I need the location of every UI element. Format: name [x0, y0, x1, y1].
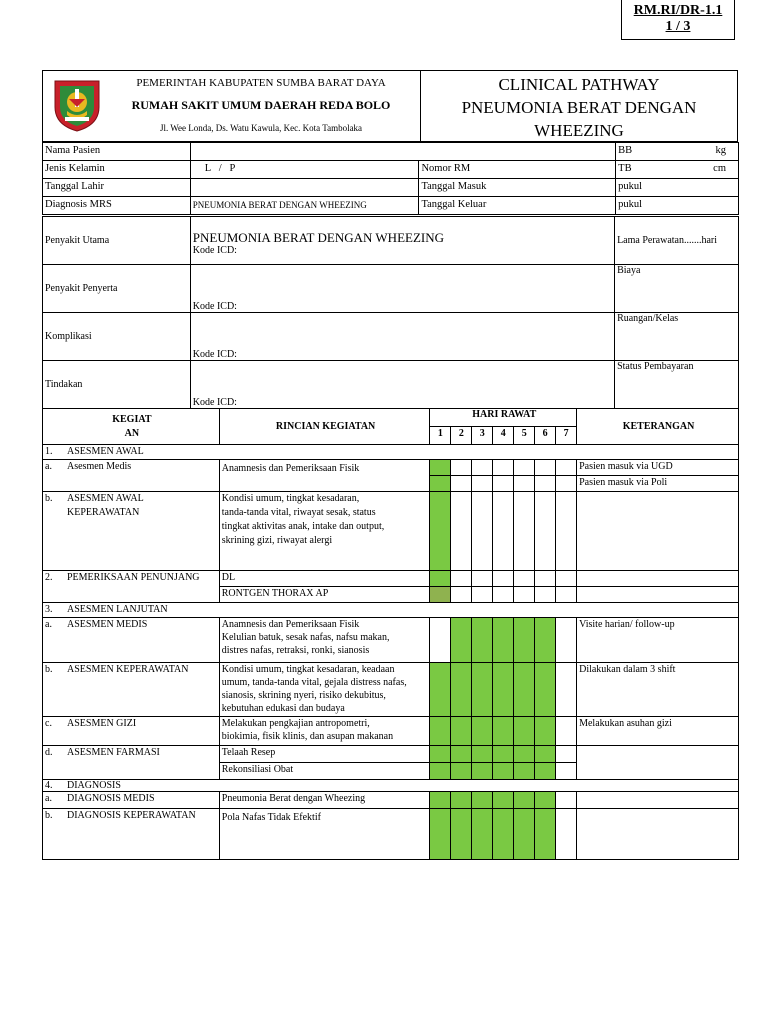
ket-ugd: Pasien masuk via UGD: [577, 460, 739, 476]
cell-day2[interactable]: [451, 492, 472, 571]
cell-day6[interactable]: [535, 571, 556, 587]
ruangan-kelas: Ruangan/Kelas: [615, 313, 739, 361]
field-bb[interactable]: BB kg: [616, 143, 739, 161]
cell-day6[interactable]: [535, 717, 556, 746]
cell-day2[interactable]: [451, 460, 472, 476]
cell-day5[interactable]: [514, 460, 535, 476]
field-penyakit-utama[interactable]: [190, 217, 614, 265]
page-number: 1 / 3: [665, 19, 691, 34]
cell-day6[interactable]: [535, 763, 556, 780]
cell-day5[interactable]: [514, 792, 535, 809]
row-pemeriksaan-penunjang: 2. PEMERIKSAAN PENUNJANG: [43, 571, 220, 603]
cell-day1[interactable]: [430, 746, 451, 763]
label-nama-pasien: Nama Pasien: [43, 143, 191, 161]
cell-day5[interactable]: [514, 763, 535, 780]
cell-day1[interactable]: [430, 476, 451, 492]
cell-day6[interactable]: [535, 792, 556, 809]
cell-day2[interactable]: [451, 618, 472, 663]
cell-day4[interactable]: [493, 792, 514, 809]
cell-day7[interactable]: [556, 476, 577, 492]
label-komplikasi: Komplikasi: [43, 313, 191, 361]
cell-day5[interactable]: [514, 809, 535, 860]
col-hari-rawat: HARI RAWAT: [430, 409, 577, 427]
cell-day3[interactable]: [472, 460, 493, 476]
ket-empty: [577, 746, 739, 780]
government-name: PEMERINTAH KABUPATEN SUMBA BARAT DAYA: [136, 77, 386, 89]
cell-day2[interactable]: [451, 717, 472, 746]
ket-3-shift: Dilakukan dalam 3 shift: [577, 663, 739, 717]
row-asesmen-medis: a. Asesmen Medis: [43, 460, 220, 492]
cell-day1[interactable]: [430, 492, 451, 571]
cell-day5[interactable]: [514, 476, 535, 492]
section-asesmen-lanjutan: 3. ASESMEN LANJUTAN: [43, 603, 739, 618]
cell-day4[interactable]: [493, 717, 514, 746]
detail-asesmen-medis-lanjutan: Anamnesis dan Pemeriksaan Fisik Kelulian batuk, sesak nafas, nafsu makan, distres nafas, retraksi, ronki, sianosis: [219, 618, 430, 663]
cell-day2[interactable]: [451, 809, 472, 860]
ket-asuhan-gizi: Melakukan asuhan gizi: [577, 717, 739, 746]
ket-empty: [577, 587, 739, 603]
cell-day1[interactable]: [430, 618, 451, 663]
row-asesmen-awal-keperawatan: b. ASESMEN AWAL KEPERAWATAN: [43, 492, 220, 571]
cell-day4[interactable]: [493, 492, 514, 571]
day-2: 2: [451, 427, 472, 445]
cell-day2[interactable]: [451, 746, 472, 763]
cell-day7[interactable]: [556, 792, 577, 809]
value-diagnosis-mrs: PNEUMONIA BERAT DENGAN WHEEZING: [190, 197, 419, 215]
day-5: 5: [514, 427, 535, 445]
cell-day7[interactable]: [556, 809, 577, 860]
cell-day5[interactable]: [514, 746, 535, 763]
col-kegiatan: KEGIAT AN: [43, 409, 220, 445]
detail-asesmen-gizi: Melakukan pengkajian antropometri, biokimia, fisik klinis, dan asupan makanan: [219, 717, 430, 746]
status-pembayaran: Status Pembayaran: [615, 361, 739, 409]
kode-icd-label: Kode ICD:: [192, 349, 237, 360]
cell-day3[interactable]: [472, 717, 493, 746]
cell-day4[interactable]: [493, 460, 514, 476]
field-tanggal-lahir[interactable]: [190, 179, 419, 197]
cell-day4[interactable]: [493, 476, 514, 492]
label-jenis-kelamin: Jenis Kelamin: [43, 161, 191, 179]
detail-asesmen-keperawatan: Kondisi umum, tingkat kesadaran, keadaan umum, tanda-tanda vital, gejala distress nafas, sianosis, skrining nyeri, risiko dekubitus, kebutuhan edukasi dan budaya: [219, 663, 430, 717]
day-1: 1: [430, 427, 451, 445]
cell-day1[interactable]: [430, 763, 451, 780]
cell-day2[interactable]: [451, 792, 472, 809]
ket-empty: [577, 792, 739, 809]
cell-day4[interactable]: [493, 809, 514, 860]
form-code: RM.RI/DR-1.1: [633, 3, 723, 18]
title-line-1: CLINICAL PATHWAY: [498, 75, 660, 94]
cell-day1[interactable]: [430, 587, 451, 603]
cell-day2[interactable]: [451, 476, 472, 492]
cell-day3[interactable]: [472, 792, 493, 809]
field-pukul-masuk[interactable]: pukul: [616, 179, 739, 197]
label-tanggal-keluar: Tanggal Keluar: [419, 197, 616, 215]
cell-day1[interactable]: [430, 717, 451, 746]
cell-day4[interactable]: [493, 618, 514, 663]
cell-day5[interactable]: [514, 618, 535, 663]
detail-diagnosis-medis: Pneumonia Berat dengan Wheezing: [219, 792, 430, 809]
detail-rekonsiliasi-obat: Rekonsiliasi Obat: [219, 763, 430, 780]
cell-day3[interactable]: [472, 571, 493, 587]
cell-day7[interactable]: [556, 618, 577, 663]
detail-rontgen: RONTGEN THORAX AP: [219, 587, 430, 603]
cell-day6[interactable]: [535, 809, 556, 860]
detail-diagnosis-keperawatan: Pola Nafas Tidak Efektif: [219, 809, 430, 860]
cell-day7[interactable]: [556, 663, 577, 717]
cell-day4[interactable]: [493, 763, 514, 780]
cell-day6[interactable]: [535, 746, 556, 763]
cell-day3[interactable]: [472, 476, 493, 492]
label-diagnosis-mrs: Diagnosis MRS: [43, 197, 191, 215]
row-diagnosis-keperawatan: b. DIAGNOSIS KEPERAWATAN: [43, 809, 220, 860]
day-6: 6: [535, 427, 556, 445]
detail-asesmen-medis: Anamnesis dan Pemeriksaan Fisik: [219, 460, 430, 492]
title-line-3: WHEEZING: [534, 121, 624, 140]
day-4: 4: [493, 427, 514, 445]
field-nama-pasien[interactable]: [190, 143, 615, 161]
hospital-name: RUMAH SAKIT UMUM DAERAH REDA BOLO: [131, 98, 391, 112]
form-code-box: [621, 0, 735, 40]
field-komplikasi[interactable]: [190, 313, 614, 361]
lama-perawatan: Lama Perawatan.......hari: [615, 217, 739, 265]
cell-day7[interactable]: [556, 587, 577, 603]
cell-day1[interactable]: [430, 571, 451, 587]
hospital-block: [43, 71, 421, 141]
cell-day7[interactable]: [556, 571, 577, 587]
detail-dl: DL: [219, 571, 430, 587]
cell-day2[interactable]: [451, 663, 472, 717]
field-tb[interactable]: TB cm: [616, 161, 739, 179]
section-asesmen-awal: 1. ASESMEN AWAL: [43, 445, 739, 460]
cell-day1[interactable]: [430, 809, 451, 860]
col-keterangan: KETERANGAN: [577, 409, 739, 445]
cell-day7[interactable]: [556, 460, 577, 476]
hospital-address: Jl. Wee Londa, Ds. Watu Kawula, Kec. Kota Tambolaka: [159, 123, 363, 133]
label-penyakit-penyerta: Penyakit Penyerta: [43, 265, 191, 313]
label-tanggal-lahir: Tanggal Lahir: [43, 179, 191, 197]
cell-day4[interactable]: [493, 663, 514, 717]
document-header: [42, 70, 738, 142]
cell-day5[interactable]: [514, 492, 535, 571]
day-3: 3: [472, 427, 493, 445]
kode-icd-label: Kode ICD:: [192, 397, 237, 408]
penyakit-utama-value: PNEUMONIA BERAT DENGAN WHEEZING: [192, 230, 444, 245]
cell-day3[interactable]: [472, 492, 493, 571]
activities-table: [42, 408, 739, 860]
cell-day3[interactable]: [472, 809, 493, 860]
detail-asesmen-awal-keperawatan: Kondisi umum, tingkat kesadaran, tanda-tanda vital, riwayat sesak, status tingkat aktivitas anak, intake dan output, skrining gizi, riwayat alergi: [219, 492, 430, 571]
section-diagnosis: 4. DIAGNOSIS: [43, 780, 739, 792]
ket-empty: [577, 571, 739, 587]
cell-day7[interactable]: [556, 492, 577, 571]
field-penyakit-penyerta[interactable]: [190, 265, 614, 313]
cell-day5[interactable]: [514, 587, 535, 603]
field-jenis-kelamin[interactable]: L / P: [190, 161, 419, 179]
label-penyakit-utama: Penyakit Utama: [43, 217, 191, 265]
cell-day3[interactable]: [472, 618, 493, 663]
cell-day4[interactable]: [493, 746, 514, 763]
cell-day1[interactable]: [430, 460, 451, 476]
biaya: Biaya: [615, 265, 739, 313]
ket-poli: Pasien masuk via Poli: [577, 476, 739, 492]
diagnosis-table: [42, 216, 739, 409]
label-tanggal-masuk: Tanggal Masuk: [419, 179, 616, 197]
cell-day5[interactable]: [514, 717, 535, 746]
row-asesmen-keperawatan: b. ASESMEN KEPERAWATAN: [43, 663, 220, 717]
cell-day6[interactable]: [535, 460, 556, 476]
cell-day6[interactable]: [535, 587, 556, 603]
cell-day2[interactable]: [451, 763, 472, 780]
field-tindakan[interactable]: [190, 361, 614, 409]
cell-day2[interactable]: [451, 571, 472, 587]
ket-empty: [577, 492, 739, 571]
ket-empty: [577, 809, 739, 860]
document-title: [421, 73, 737, 142]
cell-day1[interactable]: [430, 792, 451, 809]
cell-day7[interactable]: [556, 717, 577, 746]
row-diagnosis-medis: a. DIAGNOSIS MEDIS: [43, 792, 220, 809]
regency-logo-icon: [51, 77, 103, 133]
label-tindakan: Tindakan: [43, 361, 191, 409]
field-pukul-keluar[interactable]: pukul: [616, 197, 739, 215]
cell-day3[interactable]: [472, 587, 493, 603]
cell-day7[interactable]: [556, 763, 577, 780]
cell-day5[interactable]: [514, 571, 535, 587]
col-rincian: RINCIAN KEGIATAN: [219, 409, 430, 445]
patient-info-table: [42, 142, 739, 215]
cell-day4[interactable]: [493, 587, 514, 603]
title-line-2: PNEUMONIA BERAT DENGAN: [461, 98, 697, 117]
cell-day6[interactable]: [535, 492, 556, 571]
label-nomor-rm: Nomor RM: [419, 161, 616, 179]
row-asesmen-medis-lanjutan: a. ASESMEN MEDIS: [43, 618, 220, 663]
ket-visite: Visite harian/ follow-up: [577, 618, 739, 663]
kode-icd-label: Kode ICD:: [192, 245, 237, 256]
cell-day6[interactable]: [535, 476, 556, 492]
day-7: 7: [556, 427, 577, 445]
cell-day3[interactable]: [472, 663, 493, 717]
cell-day3[interactable]: [472, 746, 493, 763]
cell-day1[interactable]: [430, 663, 451, 717]
cell-day7[interactable]: [556, 746, 577, 763]
cell-day2[interactable]: [451, 587, 472, 603]
cell-day5[interactable]: [514, 663, 535, 717]
kode-icd-label: Kode ICD:: [192, 301, 237, 312]
detail-telaah-resep: Telaah Resep: [219, 746, 430, 763]
cell-day6[interactable]: [535, 618, 556, 663]
cell-day6[interactable]: [535, 663, 556, 717]
cell-day3[interactable]: [472, 763, 493, 780]
cell-day4[interactable]: [493, 571, 514, 587]
row-asesmen-farmasi: d. ASESMEN FARMASI: [43, 746, 220, 780]
row-asesmen-gizi: c. ASESMEN GIZI: [43, 717, 220, 746]
